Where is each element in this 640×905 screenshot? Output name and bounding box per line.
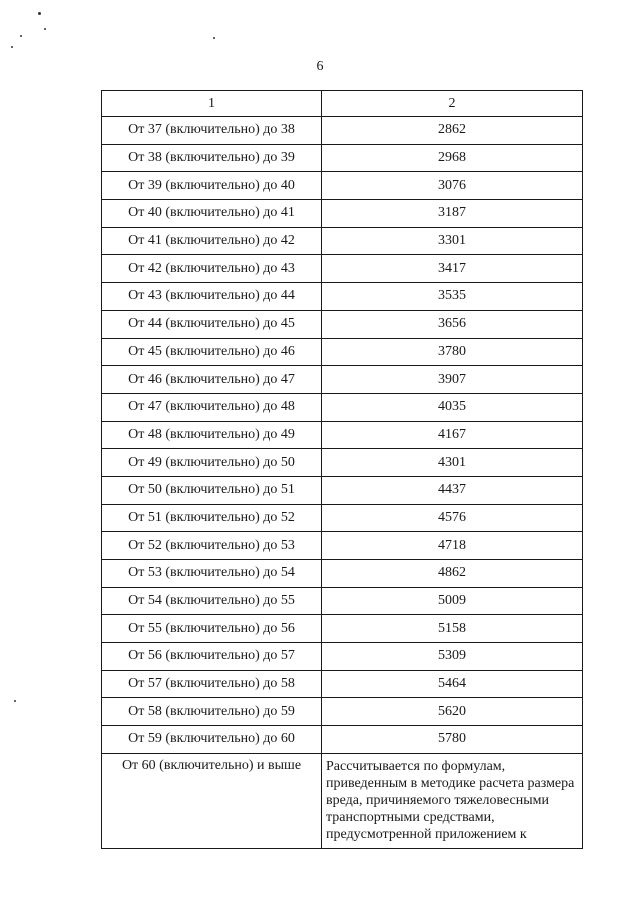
table-row — [102, 421, 583, 449]
range-cell: От 53 (включительно) до 54 — [102, 560, 322, 588]
table-row — [102, 643, 583, 671]
table-row — [102, 366, 583, 394]
range-cell: От 52 (включительно) до 53 — [102, 532, 322, 560]
formula-note-line: Рассчитывается по формулам, — [326, 758, 506, 774]
range-cell: От 49 (включительно) до 50 — [102, 449, 322, 477]
page-number: 6 — [316, 59, 324, 74]
range-cell: От 55 (включительно) до 56 — [102, 615, 322, 643]
range-cell: От 41 (включительно) до 42 — [102, 227, 322, 255]
range-cell: От 45 (включительно) до 46 — [102, 338, 322, 366]
value-cell: 3907 — [322, 366, 583, 394]
value-cell: 3656 — [322, 310, 583, 338]
value-cell: 3076 — [322, 172, 583, 200]
table-row — [102, 172, 583, 200]
range-cell: От 38 (включительно) до 39 — [102, 144, 322, 172]
value-cell: 4862 — [322, 560, 583, 588]
value-cell: 3187 — [322, 200, 583, 228]
value-cell: 5780 — [322, 726, 583, 754]
table-row — [102, 698, 583, 726]
value-cell: 2968 — [322, 144, 583, 172]
table-body — [102, 117, 583, 849]
range-cell: От 47 (включительно) до 48 — [102, 393, 322, 421]
value-cell: 4718 — [322, 532, 583, 560]
range-cell: От 44 (включительно) до 45 — [102, 310, 322, 338]
value-cell: 5620 — [322, 698, 583, 726]
table-row — [102, 504, 583, 532]
range-cell: От 46 (включительно) до 47 — [102, 366, 322, 394]
range-cell: От 56 (включительно) до 57 — [102, 643, 322, 671]
table-row — [102, 587, 583, 615]
scan-speck — [213, 37, 215, 39]
range-cell: От 60 (включительно) и выше — [102, 753, 322, 848]
table-row — [102, 449, 583, 477]
range-cell: От 51 (включительно) до 52 — [102, 504, 322, 532]
table-row — [102, 283, 583, 311]
value-cell: 3535 — [322, 283, 583, 311]
value-cell: 3417 — [322, 255, 583, 283]
value-cell: 3301 — [322, 227, 583, 255]
value-cell: 5309 — [322, 643, 583, 671]
range-cell: От 42 (включительно) до 43 — [102, 255, 322, 283]
value-cell: 4437 — [322, 476, 583, 504]
table-row — [102, 476, 583, 504]
formula-note-cell — [322, 753, 583, 848]
value-cell: 2862 — [322, 117, 583, 145]
value-cell: 4035 — [322, 393, 583, 421]
column-header-2: 2 — [322, 91, 583, 117]
table-row — [102, 560, 583, 588]
formula-note-line: приведенным в методике расчета размера — [326, 775, 575, 791]
table-row — [102, 200, 583, 228]
table-row — [102, 227, 583, 255]
range-cell: От 39 (включительно) до 40 — [102, 172, 322, 200]
value-cell: 5158 — [322, 615, 583, 643]
value-cell: 5009 — [322, 587, 583, 615]
table-row — [102, 144, 583, 172]
table-row — [102, 310, 583, 338]
table-row-last — [102, 753, 583, 848]
value-cell: 3780 — [322, 338, 583, 366]
value-cell: 4576 — [322, 504, 583, 532]
table-row — [102, 338, 583, 366]
rate-table — [101, 90, 583, 849]
table-header-row — [102, 91, 583, 117]
table-row — [102, 255, 583, 283]
table-row — [102, 117, 583, 145]
range-cell: От 48 (включительно) до 49 — [102, 421, 322, 449]
formula-note-line: вреда, причиняемого тяжеловесными — [326, 792, 550, 808]
table-row — [102, 532, 583, 560]
formula-note-line: транспортными средствами, — [326, 809, 495, 825]
table-row — [102, 726, 583, 754]
value-cell: 4167 — [322, 421, 583, 449]
range-cell: От 43 (включительно) до 44 — [102, 283, 322, 311]
range-cell: От 54 (включительно) до 55 — [102, 587, 322, 615]
range-cell: От 59 (включительно) до 60 — [102, 726, 322, 754]
table-row — [102, 670, 583, 698]
formula-note-line: предусмотренной приложением к — [326, 826, 527, 842]
range-cell: От 57 (включительно) до 58 — [102, 670, 322, 698]
value-cell: 5464 — [322, 670, 583, 698]
scan-speck — [11, 46, 13, 48]
value-cell: 4301 — [322, 449, 583, 477]
table-row — [102, 393, 583, 421]
scan-speck — [38, 12, 41, 15]
range-cell: От 50 (включительно) до 51 — [102, 476, 322, 504]
range-cell: От 37 (включительно) до 38 — [102, 117, 322, 145]
range-cell: От 40 (включительно) до 41 — [102, 200, 322, 228]
table-row — [102, 615, 583, 643]
scan-speck — [44, 28, 46, 30]
scan-speck — [14, 700, 16, 702]
scan-speck — [20, 35, 22, 37]
column-header-1: 1 — [102, 91, 322, 117]
range-cell: От 58 (включительно) до 59 — [102, 698, 322, 726]
